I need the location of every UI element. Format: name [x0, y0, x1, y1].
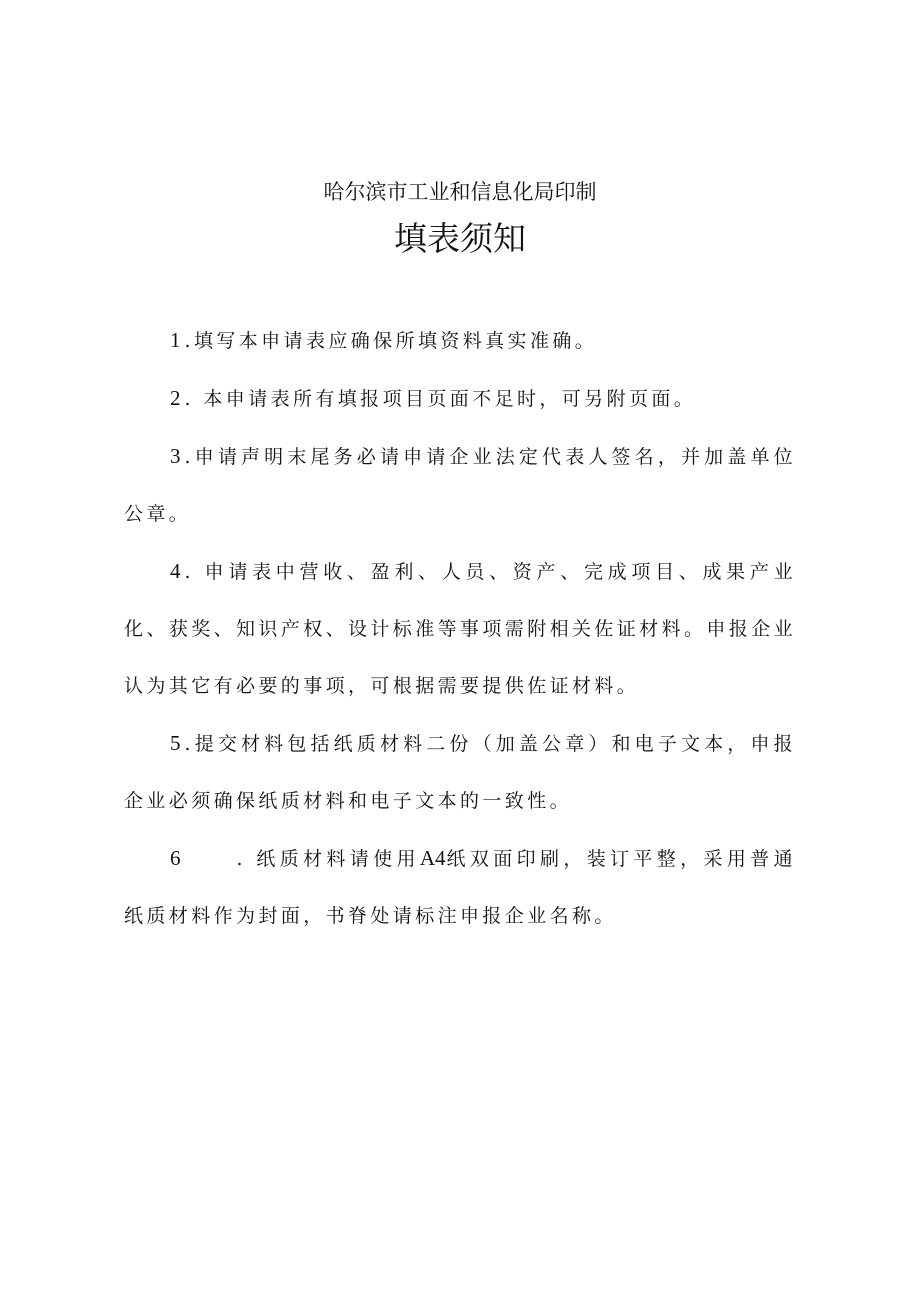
- instruction-item: [124, 830, 796, 945]
- instruction-number: 1: [170, 328, 185, 352]
- instruction-text: 纸双面印刷，装订平整，采用普通纸质材料作为封面，书脊处请标注申报企业名称。: [124, 848, 796, 927]
- instruction-item: [124, 428, 796, 543]
- instruction-item: [124, 543, 796, 715]
- instruction-text: .填写本申请表应确保所填资料真实准确。: [184, 330, 598, 352]
- paper-size: A4: [419, 846, 446, 870]
- instruction-text: . 申请表中营收、盈利、人员、资产、完成项目、成果产业化、获奖、知识产权、设计标准等事项需附相关佐证材料。申报企业认为其它有必要的事项，可根据需要提供佐证材料。: [124, 561, 797, 697]
- instruction-number: 4: [170, 559, 185, 583]
- document-title: 填表须知: [394, 219, 526, 258]
- instruction-item: [124, 715, 796, 830]
- instruction-text: . 本申请表所有填报项目页面不足时，可另附页面。: [184, 388, 697, 410]
- instruction-item: [124, 312, 796, 370]
- instruction-number: 3: [170, 444, 185, 468]
- instruction-number: 2: [170, 386, 185, 410]
- instruction-text: . 纸质材料请使用: [236, 848, 420, 870]
- instructions-list: [124, 312, 796, 945]
- instruction-number: 6: [170, 846, 185, 870]
- instruction-item: [124, 370, 796, 428]
- instruction-text: .申请声明末尾务必请申请企业法定代表人签名，并加盖单位公章。: [124, 446, 796, 525]
- instruction-text: .提交材料包括纸质材料二份（加盖公章）和电子文本，申报企业必须确保纸质材料和电子文本的一致性。: [124, 733, 796, 812]
- publisher-line: 哈尔滨市工业和信息化局印制: [323, 180, 597, 204]
- instruction-number: 5: [170, 731, 185, 755]
